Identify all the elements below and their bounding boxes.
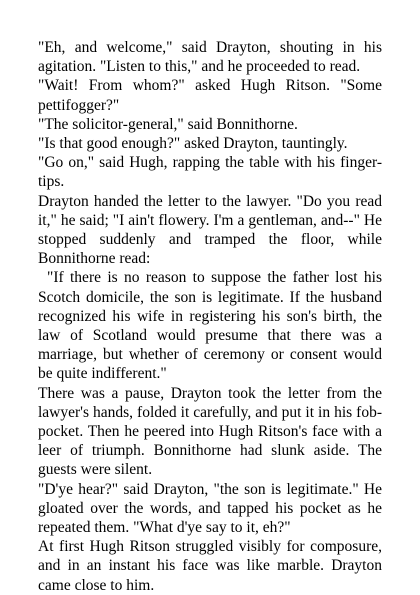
paragraph-composure: At first Hugh Ritson struggled visibly for composure, and in an instant his face was like marble. Drayton came close to him. bbox=[38, 538, 382, 594]
paragraph-welcome: "Eh, and welcome," said Drayton, shouting in his agitation. "Listen to this," and he proceeded to read. bbox=[38, 39, 382, 76]
paragraph-good-enough: "Is that good enough?" asked Drayton, tauntingly. bbox=[38, 135, 348, 153]
paragraph-solicitor-general: "The solicitor-general," said Bonnithorne. bbox=[38, 115, 298, 133]
paragraph-go-on: "Go on," said Hugh, rapping the table with his finger-tips. bbox=[38, 154, 382, 191]
paragraph-pause: There was a pause, Drayton took the letter from the lawyer's hands, folded it carefully, and put it in his fob-pocket. Then he peered into Hugh Ritson's face with a leer of triumph. Bonnithorne had slunk aside. The guests were silent. bbox=[38, 384, 382, 479]
paragraph-letter-handed: Drayton handed the letter to the lawyer. "Do you read it," he said; "I ain't flowery. I'm a gentleman, and--" He stopped suddenly and tramped the floor, while Bonnithorne read: bbox=[38, 192, 382, 268]
paragraph-from-whom: "Wait! From whom?" asked Hugh Ritson. "Some pettifogger?" bbox=[38, 77, 382, 114]
document-page bbox=[38, 38, 382, 595]
paragraph-legitimate: "D'ye hear?" said Drayton, "the son is legitimate." He gloated over the words, and tapped his pocket as he repeated them. "What d'ye say to it, eh?" bbox=[38, 480, 382, 537]
paragraph-quoted-letter: "If there is no reason to suppose the father lost his Scotch domicile, the son is legitimate. If the husband recognized his wife in registering his son's birth, the law of Scotland would presume that there was a marriage, but whether of ceremony or consent would be quite indifferent." bbox=[38, 269, 382, 383]
